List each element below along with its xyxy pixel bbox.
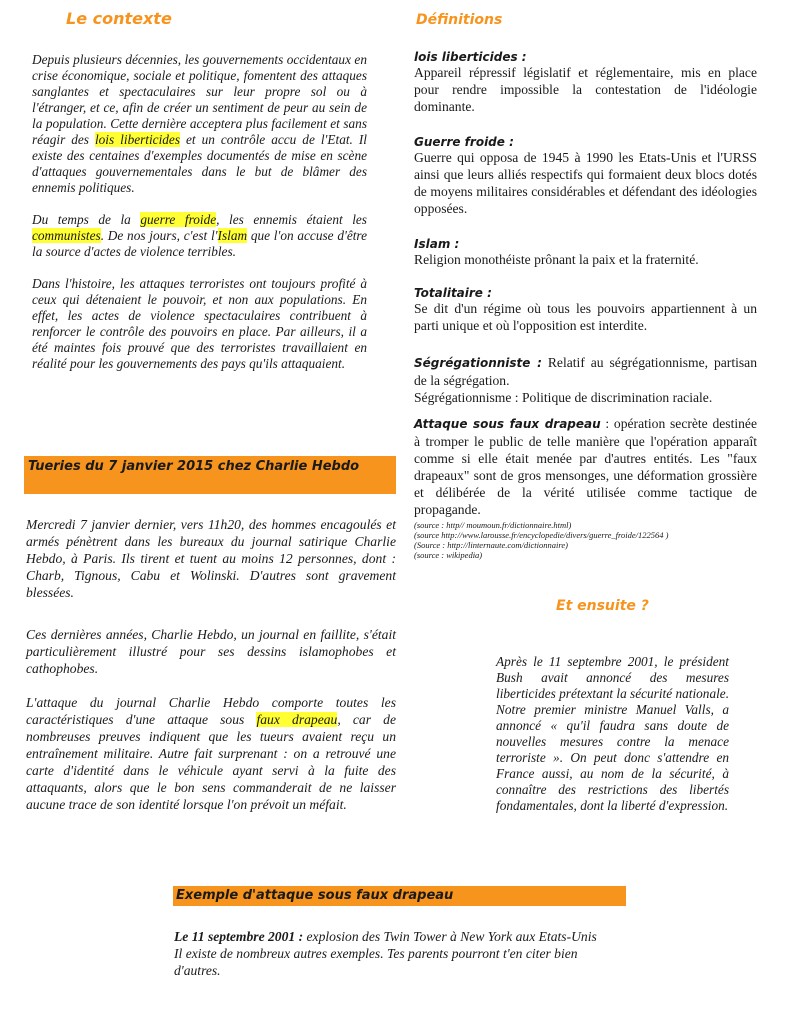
definition-text: Se dit d'un régime où tous les pouvoirs appartiennent à un parti unique et où l'opposition est interdite.: [414, 301, 757, 333]
exemple-date: Le 11 septembre 2001 :: [174, 929, 304, 944]
definition-term: Islam :: [414, 237, 460, 251]
definition-term: Ségrégationniste :: [414, 356, 542, 370]
highlight-faux-drapeau: faux drapeau: [256, 712, 338, 727]
exemple-banner: Exemple d'attaque sous faux drapeau: [173, 886, 626, 906]
exemple-line-2: Il existe de nombreux autres exemples. Tes parents pourront t'en citer bien d'autres.: [174, 946, 578, 978]
definition-faux-drapeau: [414, 415, 757, 518]
source-line: (source : wikipedia): [414, 550, 483, 560]
definitions-list: [414, 50, 757, 560]
definition-term: Guerre froide :: [414, 135, 514, 149]
ensuite-body: Après le 11 septembre 2001, le président Bush avait annoncé des mesures liberticides prétextant la sécurité nationale. Notre premier ministre Manuel Valls, a annoncé « qu'il faudra sans doute de nouvelles mesures contre la menace terroriste ». On peut donc s'attendre en France aussi, au nom de la sécurité, à connaître des restrictions des libertés fondamentales, dont la liberté d'expression.: [496, 654, 730, 813]
charlie-body: [26, 516, 396, 813]
definition-totalitaire: [414, 286, 757, 334]
source-line: (source : http// moumoun.fr/dictionnaire.html): [414, 520, 572, 530]
highlight-communistes: communistes: [32, 228, 101, 243]
source-line: (source http://www.larousse.fr/encyclopedie/divers/guerre_froide/122564 ): [414, 530, 669, 540]
highlight-lois-liberticides: lois liberticides: [94, 132, 181, 147]
definition-text: Relatif au ségrégationnisme, partisan de la ségrégation.: [414, 355, 757, 388]
charlie-paragraph-3: L'attaque du journal Charlie Hebdo comporte toutes les caractéristiques d'une attaque sous faux drapeau, car de nombreuses preuves indiquent que les tueurs avaient reçu un entraînement militaire. Autre fait surprenant : on a retrouvé une carte d'identité dans le véhicule ayant servi à la fuite des attaquants, alors que le bon sens commanderait de ne laisser aucune trace de son identité lorsque l'on prévoit un méfait.: [26, 695, 396, 812]
highlight-islam: Islam: [217, 228, 248, 243]
definition-text: : opération secrète destinée à tromper le public de telle manière que l'opération apparaît comme si elle était menée par d'autres entités. Les "faux drapeaux" sont de gros mensonges, une déformation grossière et délibérée de la vérité utilisée comme tactique de propagande.: [414, 416, 757, 517]
definition-lois-liberticides: [414, 50, 757, 115]
definition-term: lois liberticides :: [414, 50, 527, 64]
source-line: (Source : http://linternaute.com/dictionnaire): [414, 540, 568, 550]
definition-guerre-froide: [414, 135, 757, 217]
contexte-title: Le contexte: [66, 9, 172, 28]
charlie-paragraph-2: Ces dernières années, Charlie Hebdo, un journal en faillite, s'était particulièrement illustré pour ses dessins islamophobes et cathophobes.: [26, 627, 396, 676]
definition-text: Guerre qui opposa de 1945 à 1990 les Etats-Unis et l'URSS ainsi que leurs alliés respectifs qui formaient deux blocs dotés de moyens militaires considérables et défendant des idéologies opposées.: [414, 150, 757, 216]
definition-text: Ségrégationnisme : Politique de discrimination raciale.: [414, 390, 713, 405]
contexte-body: [32, 52, 367, 372]
definitions-title: Définitions: [416, 12, 503, 28]
exemple-body: [174, 928, 626, 979]
sources-list: [414, 520, 757, 560]
definition-islam: [414, 237, 757, 268]
definition-text: Appareil répressif législatif et réglementaire, mis en place pour rendre impossible la contestation de l'idéologie dominante.: [414, 65, 757, 114]
definition-term: Attaque sous faux drapeau: [414, 417, 601, 431]
contexte-paragraph-2: Du temps de la guerre froide, les ennemis étaient les communistes. De nos jours, c'est l'Islam que l'on accuse d'être la source d'actes de violence terribles.: [32, 212, 367, 259]
highlight-guerre-froide: guerre froide: [140, 212, 217, 227]
contexte-paragraph-3: Dans l'histoire, les attaques terroristes ont toujours profité à ceux qui détenaient le pouvoir, et non aux populations. En effet, les actes de violence spectaculaires contribuent à renforcer le contrôle des pouvoirs en place. Par ailleurs, il a été maintes fois prouvé que des terroristes travaillaient en réalité pour les gouvernements des pays qu'ils attaquaient.: [32, 276, 367, 371]
charlie-banner: Tueries du 7 janvier 2015 chez Charlie Hebdo: [24, 456, 396, 494]
charlie-paragraph-1: Mercredi 7 janvier dernier, vers 11h20, des hommes encagoulés et armés pénètrent dans les bureaux du journal satirique Charlie Hebdo, à Paris. Ils tirent et tuent au moins 12 personnes, dont : Charb, Tignous, Cabu et Wolinski. D'autres sont gravement blessées.: [26, 517, 396, 600]
contexte-paragraph-1: Depuis plusieurs décennies, les gouvernements occidentaux en crise économique, sociale et politique, fomentent des attaques sanglantes et spectaculaires sur leur propre sol ou à l'étranger, et ce, afin de créer un sentiment de peur au sein de la population. Cette dernière acceptera plus facilement et sans réagir des lois liberticides et un contrôle accu de l'Etat. Il existe des centaines d'exemples documentés de mise en scène d'attaques gouvernementales dans le but de blâmer des ennemis politiques.: [32, 52, 367, 195]
exemple-line-1: Le 11 septembre 2001 : explosion des Twin Tower à New York aux Etats-Unis: [174, 929, 597, 944]
definition-segregationniste: [414, 354, 757, 406]
ensuite-title: Et ensuite ?: [556, 598, 649, 614]
definition-text: Religion monothéiste prônant la paix et la fraternité.: [414, 252, 699, 267]
definition-term: Totalitaire :: [414, 286, 492, 300]
